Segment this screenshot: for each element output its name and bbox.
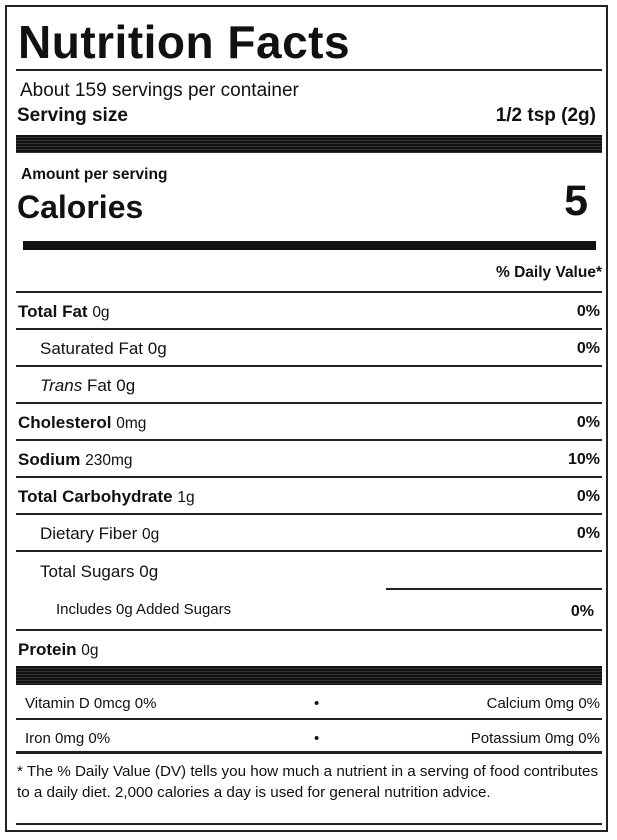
nutrient-dv: 0% [576,525,600,542]
vitamin-right: Potassium 0mg 0% [470,730,600,747]
nutrient-amount: 0g [147,339,167,358]
nutrient-name: Sodium [18,450,81,469]
serving-size-label: Serving size [17,105,128,126]
nutrient-row-total-fat [16,293,602,330]
label-title: Nutrition Facts [18,16,351,68]
nutrient-amount: 0g [92,304,110,321]
servings-per-container: About 159 servings per container [20,80,299,101]
vitamin-left: Iron 0mg 0% [25,730,111,747]
nutrient-amount: 0g [142,526,160,543]
nutrient-row-trans-fat [16,367,602,404]
footnote: * The % Daily Value (DV) tells you how much a nutrient in a serving of food contributes to a daily diet. 2,000 calories a day is used for general nutrition advice. [17,763,599,801]
vitamin-right: Calcium 0mg 0% [486,695,600,712]
vitamin-left: Vitamin D 0mcg 0% [25,695,157,712]
nutrient-row-protein [16,631,602,668]
nutrient-dv: 0% [576,414,600,431]
divider-thin [16,718,602,720]
bullet: • [314,695,320,712]
divider-thin [16,69,602,71]
nutrient-amount: 230mg [85,452,133,469]
nutrient-dv: 0% [576,340,600,357]
bullet: • [314,730,320,747]
calories-label: Calories [17,189,144,225]
vitamin-row [16,721,602,755]
nutrient-row-total-carbohydrate [16,478,602,515]
amount-per-serving: Amount per serving [21,166,168,183]
nutrient-row-saturated-fat [16,330,602,367]
calories-value: 5 [564,177,588,225]
nutrition-facts-label [5,5,608,832]
nutrient-dv: 0% [570,603,594,620]
nutrient-amount: 0mg [116,415,147,432]
nutrient-name: Cholesterol [18,413,112,432]
nutrient-dv: 0% [576,303,600,320]
nutrient-name: Total Carbohydrate [18,487,173,506]
nutrient-amount: 0g [139,562,159,581]
nutrient-name-suffix: Fat [86,376,112,395]
nutrient-row-sodium [16,441,602,478]
divider-thin [16,823,602,825]
nutrient-row-cholesterol [16,404,602,441]
nutrient-name: Includes 0g Added Sugars [56,601,232,618]
nutrient-name: Trans [40,376,83,395]
nutrient-amount: 0g [81,642,99,659]
divider-thin [16,751,602,754]
nutrient-name: Dietary Fiber [40,524,138,543]
daily-value-header: % Daily Value* [496,264,602,281]
nutrient-amount: 0g [116,376,136,395]
nutrient-name: Saturated Fat [40,339,144,358]
nutrient-dv: 0% [576,488,600,505]
nutrient-dv: 10% [567,451,600,468]
nutrient-name: Total Sugars [40,562,135,581]
row-divider [16,550,602,552]
nutrient-row-total-sugars [16,553,602,590]
serving-size-value: 1/2 tsp (2g) [495,105,596,126]
divider-thick [16,666,602,685]
nutrient-name: Total Fat [18,302,88,321]
nutrient-name: Protein [18,640,77,659]
divider-thick [16,135,602,153]
nutrient-row-added-sugars [16,590,602,631]
divider-medium [23,241,596,250]
vitamin-row [16,686,602,720]
nutrient-row-dietary-fiber [16,515,602,552]
nutrient-amount: 1g [177,489,195,506]
